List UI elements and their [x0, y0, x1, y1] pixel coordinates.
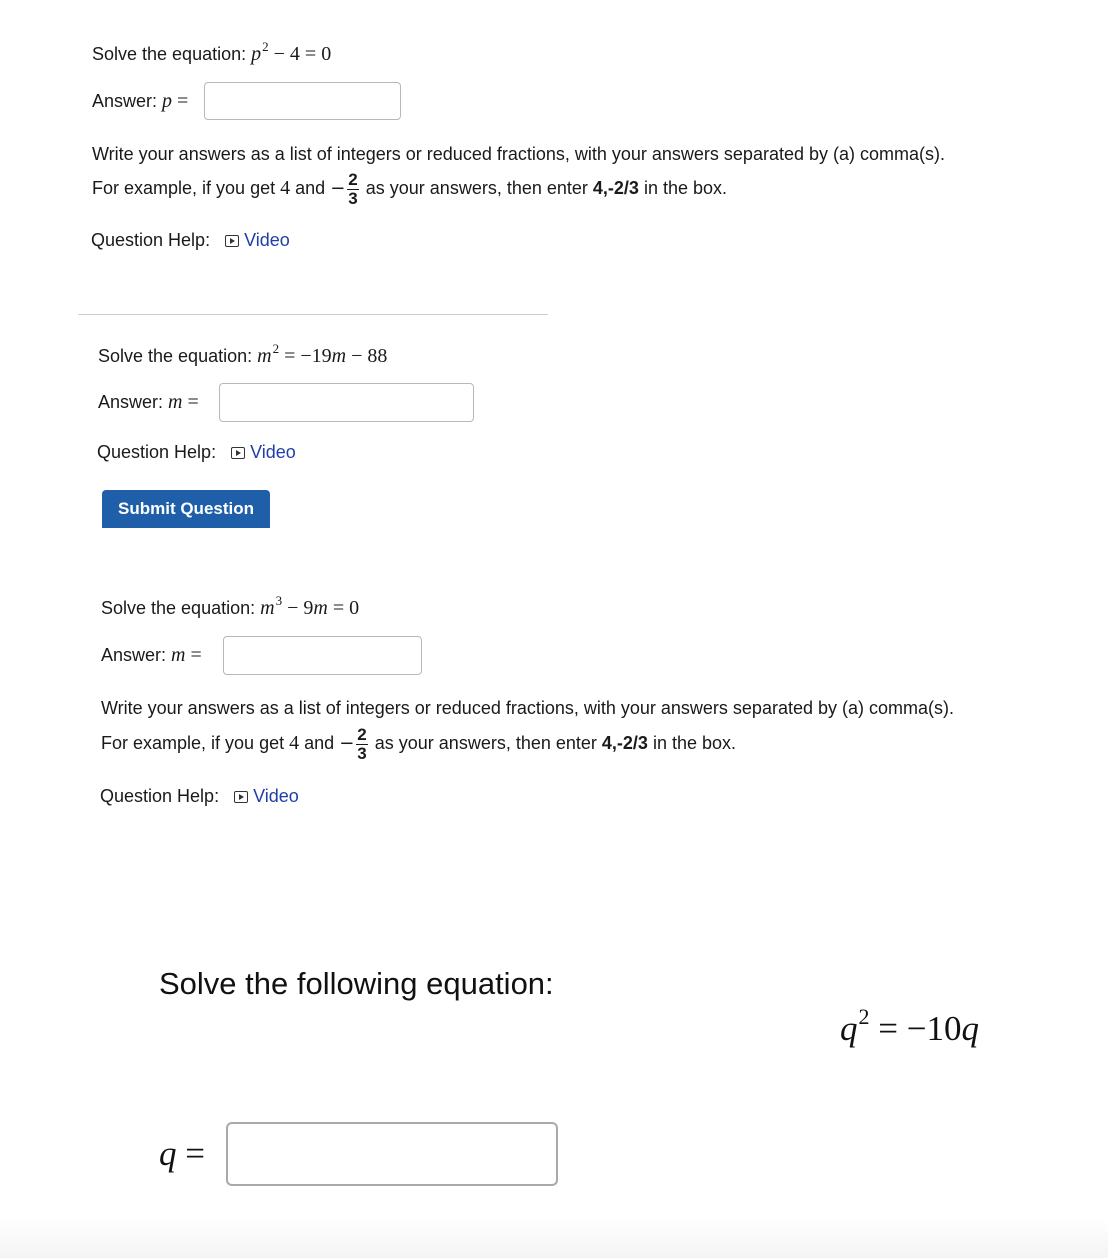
q2-answer-label: Answer: m =	[98, 391, 199, 413]
q3-equation: $m^3 - 9m = 0$	[260, 593, 360, 619]
video-play-icon	[225, 235, 239, 247]
q1-equation: $p^2 - 4 = 0$	[251, 39, 332, 65]
q1-answer-input[interactable]	[204, 82, 401, 120]
q1-video-link[interactable]: Video	[225, 230, 290, 250]
q1-example-fraction: $\frac{2}{3}$	[348, 169, 358, 208]
q3-instruction: Write your answers as a list of integers or reduced fractions, with your answers separated by (a) comma(s).	[101, 698, 954, 718]
page-bottom-shade	[0, 1218, 1108, 1258]
q4-answer-label: q =	[159, 1134, 205, 1173]
q4-equation: $q^2 = -10q$	[840, 1004, 979, 1048]
q3-prompt: Solve the equation: $m^3 - 9m = 0$	[101, 593, 360, 619]
q2-prompt: Solve the equation: $m^2 = -19m - 88$	[98, 341, 388, 367]
q4-answer-input[interactable]	[226, 1122, 558, 1186]
q1-answer-label: Answer: p =	[92, 90, 189, 112]
q4-heading: Solve the following equation:	[159, 966, 554, 1001]
q2-equation: $m^2 = -19m - 88$	[257, 341, 388, 367]
q3-answer-label: Answer: m =	[101, 644, 202, 666]
submit-question-button[interactable]: Submit Question	[102, 490, 270, 528]
q2-question-help: Question Help: Video	[97, 442, 296, 462]
q3-example: For example, if you get 4 and − $\frac{2}{3}$ as your answers, then enter 4,-2/3 in the box.	[101, 724, 737, 763]
q1-example: For example, if you get 4 and − $\frac{2}{3}$ as your answers, then enter 4,-2/3 in the box.	[92, 169, 728, 208]
submit-question-button-clip	[102, 485, 270, 518]
q3-answer-input[interactable]	[223, 636, 422, 675]
q1-instruction: Write your answers as a list of integers or reduced fractions, with your answers separated by (a) comma(s).	[92, 144, 945, 164]
q3-example-fraction: $\frac{2}{3}$	[357, 724, 367, 763]
q3-question-help: Question Help: Video	[100, 786, 299, 806]
q2-video-link[interactable]: Video	[231, 442, 296, 462]
q1-prompt: Solve the equation: $p^2 - 4 = 0$	[92, 39, 332, 65]
video-play-icon	[231, 447, 245, 459]
q3-video-link[interactable]: Video	[234, 786, 299, 806]
q2-answer-input[interactable]	[219, 383, 474, 422]
section-divider	[78, 314, 548, 315]
q1-question-help: Question Help: Video	[91, 230, 290, 250]
video-play-icon	[234, 791, 248, 803]
